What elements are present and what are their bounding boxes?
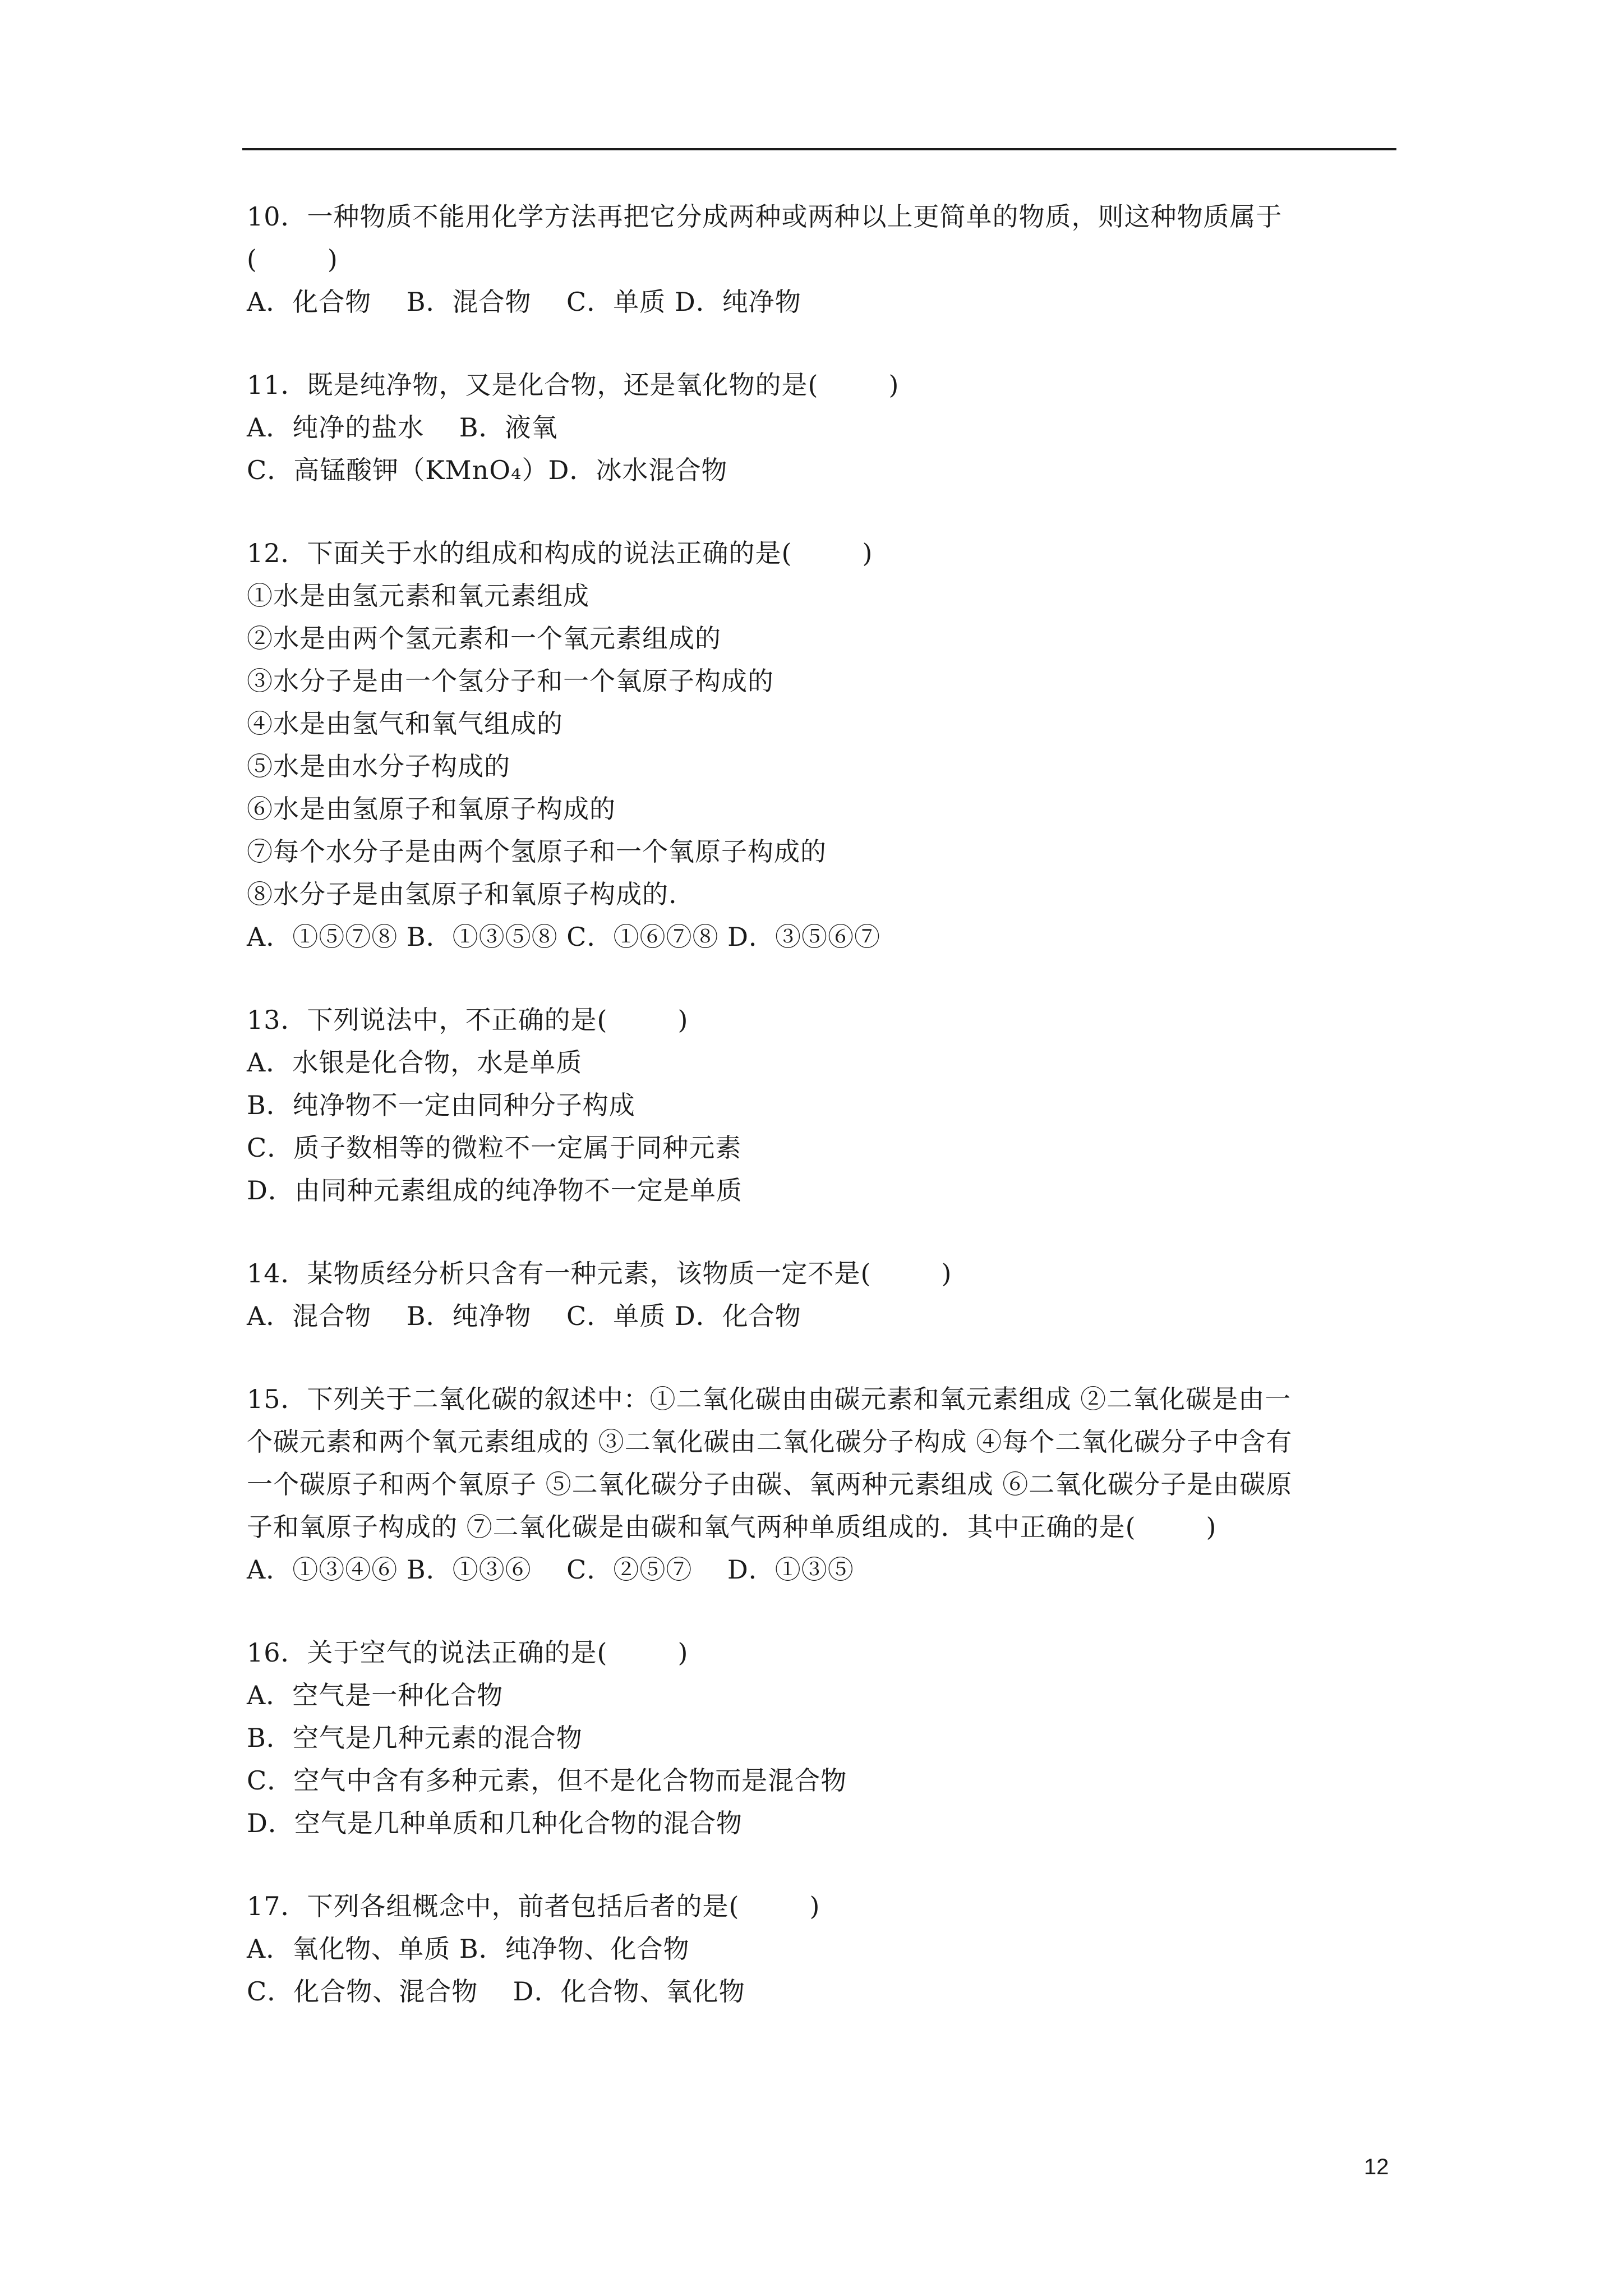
answer-option: A．水银是化合物，水是单质 (247, 1047, 583, 1078)
question-stem: 11．既是纯净物，又是化合物，还是氧化物的是( ) (247, 370, 900, 400)
answer-blank: ( ) (247, 244, 338, 274)
page-number: 12 (1364, 2155, 1389, 2179)
answer-options: C．化合物、混合物 D．化合物、氧化物 (247, 1976, 745, 2007)
question-12 (247, 532, 1402, 958)
question-14 (247, 1252, 1402, 1337)
question-stem: 个碳元素和两个氧元素组成的 ③二氧化碳由二氧化碳分子构成 ④每个二氧化碳分子中含有 (247, 1427, 1293, 1457)
question-10 (247, 195, 1402, 323)
answer-option: D．由同种元素组成的纯净物不一定是单质 (247, 1175, 743, 1205)
question-17 (247, 1885, 1402, 2013)
question-stem: 10．一种物质不能用化学方法再把它分成两种或两种以上更简单的物质，则这种物质属于 (247, 201, 1283, 232)
question-stem: 14．某物质经分析只含有一种元素，该物质一定不是( ) (247, 1258, 952, 1289)
answer-options: A．纯净的盐水 B．液氧 (247, 412, 558, 443)
statement-item: ④水是由氢气和氧气组成的 (247, 708, 563, 739)
question-stem: 一个碳原子和两个氧原子 ⑤二氧化碳分子由碳、氧两种元素组成 ⑥二氧化碳分子是由碳原 (247, 1469, 1293, 1499)
question-stem: 12．下面关于水的组成和构成的说法正确的是( ) (247, 538, 873, 568)
question-stem: 17．下列各组概念中，前者包括后者的是( ) (247, 1891, 820, 1921)
header-rule (242, 148, 1396, 150)
question-13 (247, 999, 1402, 1212)
question-16 (247, 1631, 1402, 1844)
question-15 (247, 1378, 1402, 1591)
question-stem: 子和氧原子构成的 ⑦二氧化碳是由碳和氧气两种单质组成的．其中正确的是( ) (247, 1512, 1217, 1542)
statement-item: ②水是由两个氢元素和一个氧元素组成的 (247, 623, 721, 654)
answer-options: A．混合物 B．纯净物 C．单质 D．化合物 (247, 1301, 801, 1331)
answer-option: B．空气是几种元素的混合物 (247, 1723, 583, 1753)
answer-option: B．纯净物不一定由同种分子构成 (247, 1090, 635, 1120)
question-stem: 16．关于空气的说法正确的是( ) (247, 1637, 689, 1668)
statement-item: ⑥水是由氢原子和氧原子构成的 (247, 794, 616, 824)
statement-item: ①水是由氢元素和氧元素组成 (247, 581, 589, 611)
answer-options: A．氧化物、单质 B．纯净物、化合物 (247, 1934, 690, 1964)
answer-options: A．①③④⑥ B．①③⑥ C．②⑤⑦ D．①③⑤ (247, 1554, 854, 1585)
answer-option: C．质子数相等的微粒不一定属于同种元素 (247, 1133, 742, 1163)
answer-option: D．空气是几种单质和几种化合物的混合物 (247, 1808, 743, 1838)
statement-item: ⑤水是由水分子构成的 (247, 751, 510, 781)
question-stem: 13．下列说法中，不正确的是( ) (247, 1005, 689, 1035)
answer-options: A．化合物 B．混合物 C．单质 D．纯净物 (247, 287, 801, 317)
answer-options: A．①⑤⑦⑧ B．①③⑤⑧ C．①⑥⑦⑧ D．③⑤⑥⑦ (247, 922, 880, 952)
statement-item: ③水分子是由一个氢分子和一个氧原子构成的 (247, 666, 774, 696)
answer-options: C．高锰酸钾（KMnO₄）D．冰水混合物 (247, 455, 728, 485)
question-list (247, 195, 1402, 2053)
answer-option: A．空气是一种化合物 (247, 1680, 504, 1710)
question-stem: 15．下列关于二氧化碳的叙述中：①二氧化碳由由碳元素和氧元素组成 ②二氧化碳是由一 (247, 1384, 1292, 1414)
statement-item: ⑦每个水分子是由两个氢原子和一个氧原子构成的 (247, 836, 827, 867)
question-11 (247, 364, 1402, 491)
statement-item: ⑧水分子是由氢原子和氧原子构成的. (247, 879, 677, 909)
answer-option: C．空气中含有多种元素，但不是化合物而是混合物 (247, 1765, 847, 1796)
